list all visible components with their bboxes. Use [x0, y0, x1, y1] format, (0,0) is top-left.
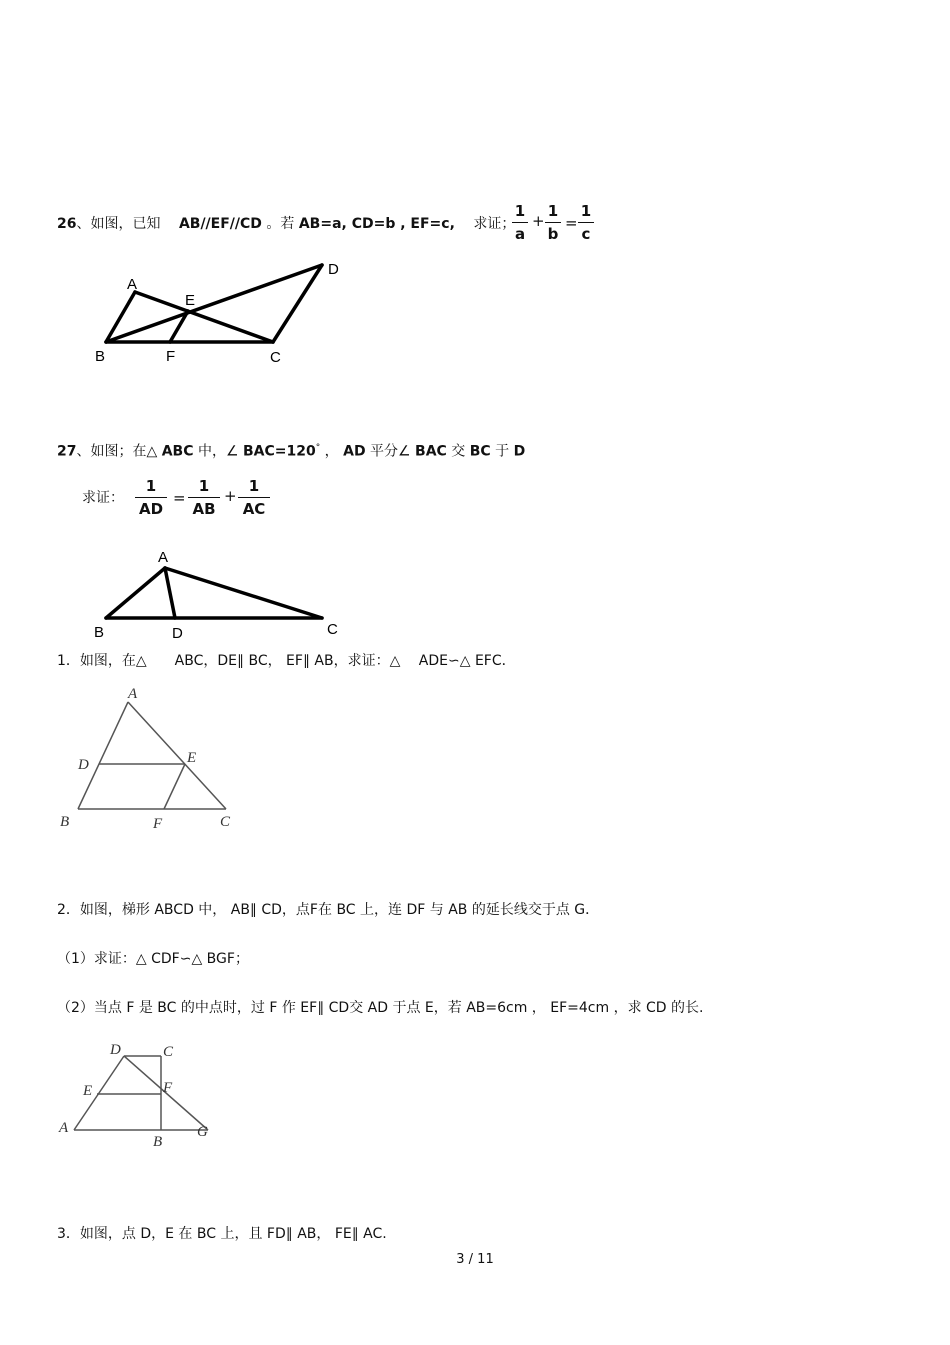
- label-a: A: [127, 276, 138, 293]
- label-b: B: [60, 814, 70, 830]
- label-c: C: [327, 621, 338, 638]
- label-f: F: [153, 816, 163, 832]
- question-1-statement: 1．如图，在△ ABC，DE∥ BC， EF∥ AB，求证：△ ADE∽△ EFC．: [57, 653, 516, 669]
- label-f: F: [163, 1080, 173, 1096]
- question-2-statement: 2．如图，梯形 ABCD 中， AB∥ CD，点F在 BC 上，连 DF 与 AB 的延长线交于点 G．: [57, 902, 600, 918]
- page-number: 3 / 11: [456, 1252, 494, 1267]
- label-d: D: [328, 261, 339, 278]
- question-2-part-2: （2）当点 F 是 BC 的中点时，过 F 作 EF∥ CD交 AD 于点 E，若 AB=6cm ， EF=4cm ，求 CD 的长.: [57, 1000, 704, 1016]
- label-b: B: [94, 624, 105, 641]
- equals-sign: =: [173, 489, 186, 507]
- label-f: F: [166, 348, 176, 365]
- label-d: D: [78, 757, 89, 773]
- label-d: D: [172, 625, 183, 642]
- label-b: B: [153, 1134, 163, 1150]
- problem-26-statement: 26、如图，已知 AB//EF//CD 。若 AB=a, CD=b , EF=c, 求证；: [57, 216, 516, 232]
- question-2-part-1: （1）求证：△ CDF∽△ BGF；: [57, 951, 249, 967]
- label-e: E: [185, 292, 196, 309]
- prove-label: 求证：: [82, 490, 124, 506]
- fraction-1-over-c: 1 c: [578, 202, 594, 243]
- plus-sign: +: [532, 212, 545, 230]
- label-c: C: [163, 1044, 174, 1060]
- equals-sign: =: [565, 214, 578, 232]
- plus-sign: +: [224, 487, 237, 505]
- fraction-1-over-a: 1 a: [512, 202, 528, 243]
- label-c: C: [220, 814, 231, 830]
- label-a: A: [59, 1120, 69, 1136]
- label-g: G: [197, 1124, 208, 1140]
- label-a: A: [158, 549, 169, 566]
- segment-da: [74, 1056, 124, 1130]
- label-a: A: [128, 686, 138, 702]
- fraction-1-over-ad: 1 AD: [135, 477, 167, 518]
- fraction-1-over-ac: 1 AC: [238, 477, 270, 518]
- fraction-1-over-ab: 1 AB: [188, 477, 220, 518]
- problem-27-statement: 27、如图；在△ ABC 中，∠ BAC=120° ， AD 平分∠ BAC 交 BC 于 D: [57, 443, 526, 460]
- label-d: D: [110, 1042, 121, 1058]
- label-e: E: [187, 750, 197, 766]
- label-c: C: [270, 349, 281, 366]
- fraction-1-over-b: 1 b: [545, 202, 561, 243]
- question-3-statement: 3．如图，点 D，E 在 BC 上，且 FD∥ AB， FE∥ AC.: [57, 1226, 387, 1242]
- label-b: B: [95, 348, 106, 365]
- problem-number: 26: [57, 216, 77, 232]
- problem-number: 27: [57, 443, 77, 460]
- label-e: E: [83, 1083, 93, 1099]
